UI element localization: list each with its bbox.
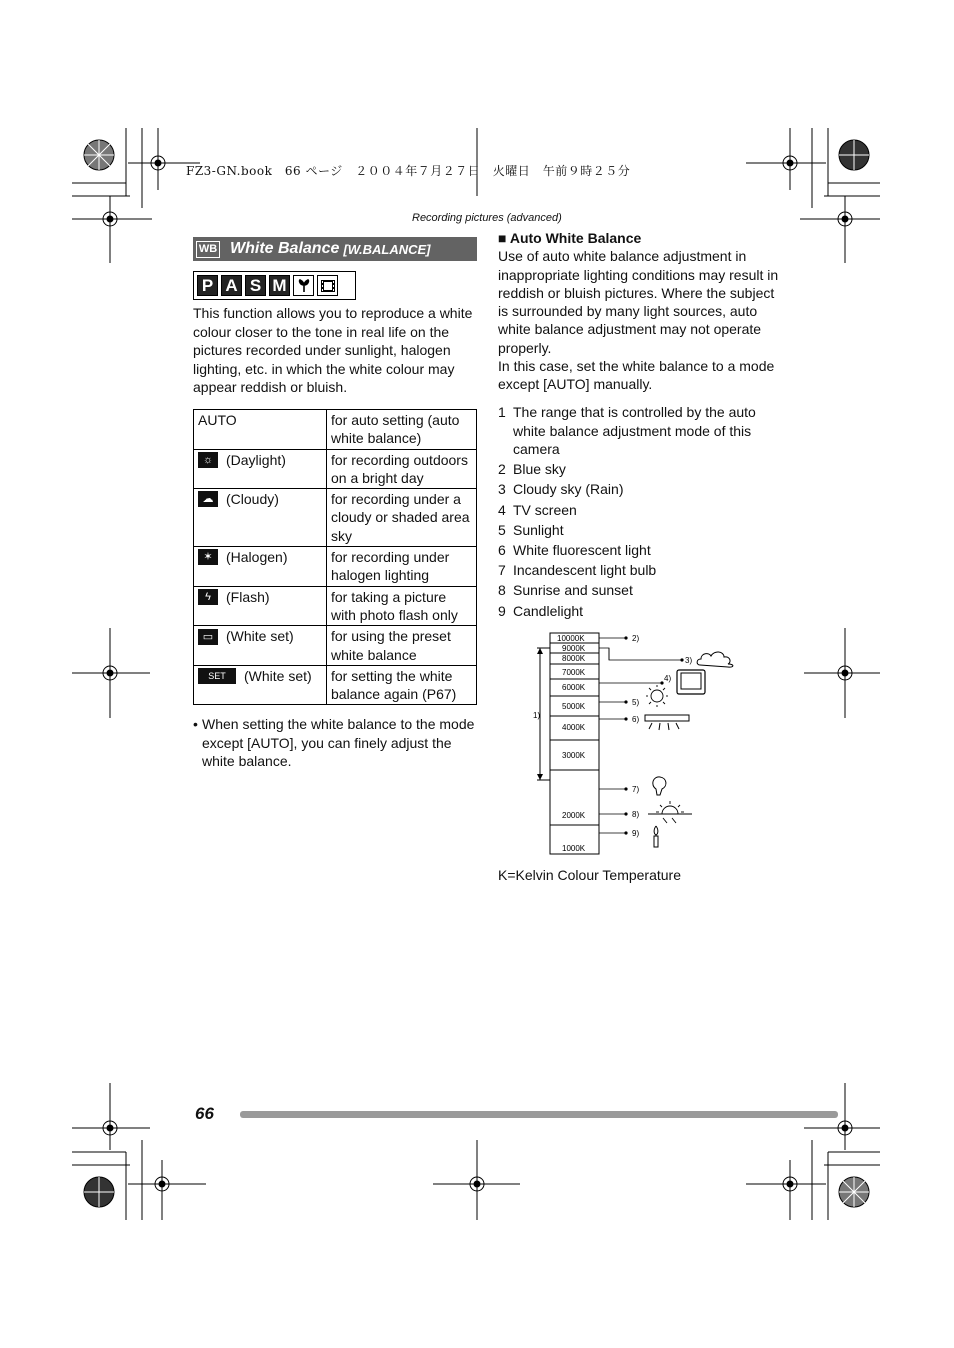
kelvin-label: 7000K <box>562 668 586 677</box>
macro-mode-icon <box>293 275 314 296</box>
book-header: FZ3-GN.book 66 ページ ２００４年７月２７日 火曜日 午前９時２５分 <box>186 164 631 178</box>
table-row <box>194 665 477 705</box>
callout-4: 4) <box>664 674 672 683</box>
list-item: 8 Sunrise and sunset <box>498 582 633 599</box>
setting-description: for using the preset white balance <box>327 626 477 666</box>
table-row <box>194 547 477 587</box>
white-balance-icon: WB <box>196 241 220 258</box>
auto-wb-paragraph: In this case, set the white balance to a mode except [AUTO] manually. <box>498 358 775 393</box>
note <box>193 715 478 771</box>
list-item: 1 The range that is controlled by the auto white balance adjustment mode of this camera <box>498 404 756 457</box>
auto-wb-heading: ■ Auto White Balance <box>498 230 642 246</box>
section-title: White Balance <box>230 240 340 257</box>
callout-8: 8) <box>632 810 640 819</box>
kelvin-label: 1000K <box>562 844 586 853</box>
sun-icon: ☼ <box>198 452 218 468</box>
table-row <box>194 410 477 450</box>
cloud-icon: ☁ <box>198 491 218 507</box>
setting-description: for recording under a cloudy or shaded area sky <box>327 489 477 547</box>
list-item: 7 Incandescent light bulb <box>498 562 657 579</box>
kelvin-label: 4000K <box>562 723 586 732</box>
kelvin-label: 3000K <box>562 751 586 760</box>
setting-label: (Cloudy) <box>226 491 279 508</box>
setting-description: for recording under halogen lighting <box>327 547 477 587</box>
sun-icon <box>646 685 668 707</box>
setting-label: (Flash) <box>226 588 270 605</box>
setting-description: for taking a picture with photo flash only <box>327 586 477 626</box>
list-item: 5 Sunlight <box>498 521 564 538</box>
square-bullet-icon: ■ <box>498 230 510 246</box>
table-row <box>194 489 477 547</box>
note-text: When setting the white balance to the mode except [AUTO], you can finely adjust the white balance. <box>202 716 475 769</box>
table-row <box>194 626 477 666</box>
setting-label: (Halogen) <box>226 549 288 566</box>
list-item: 4 TV screen <box>498 501 577 518</box>
page-number: 66 <box>195 1104 214 1123</box>
mode-s-icon: S <box>245 275 266 296</box>
list-item: 9 Candlelight <box>498 602 584 619</box>
setting-label: (White set) <box>226 628 294 645</box>
section-title-bar <box>193 237 477 261</box>
kelvin-label: 6000K <box>562 683 586 692</box>
fluorescent-light-icon <box>645 715 689 730</box>
halogen-icon: ✶ <box>198 549 218 565</box>
candle-icon <box>654 826 658 847</box>
kelvin-diagram <box>520 628 760 860</box>
white-set-icon: ▭ <box>198 629 218 645</box>
bullet: • <box>193 716 198 732</box>
tv-icon <box>677 670 705 694</box>
setting-description: for setting the white balance again (P67) <box>327 665 477 705</box>
flash-icon: ϟ <box>198 589 218 605</box>
mode-a-icon: A <box>221 275 242 296</box>
table-row <box>194 449 477 489</box>
table-row <box>194 586 477 626</box>
mode-p-icon: P <box>197 275 218 296</box>
setting-description: for auto setting (auto white balance) <box>327 410 477 450</box>
cloud-icon <box>697 652 733 667</box>
auto-white-balance-section <box>498 229 780 394</box>
setting-description: for recording outdoors on a bright day <box>327 449 477 489</box>
kelvin-scale <box>550 633 599 854</box>
callout-1: 1) <box>533 711 541 720</box>
white-set-set-icon: SET <box>198 668 236 684</box>
callout-6: 6) <box>632 715 640 724</box>
setting-label: (White set) <box>244 667 312 684</box>
legend-list <box>498 403 780 622</box>
callout-9: 9) <box>632 829 640 838</box>
callout-7: 7) <box>632 785 640 794</box>
running-head: Recording pictures (advanced) <box>412 212 562 224</box>
callout-2: 2) <box>632 634 640 643</box>
callout-5: 5) <box>632 698 640 707</box>
kelvin-label: 5000K <box>562 702 586 711</box>
mode-m-icon: M <box>269 275 290 296</box>
movie-mode-icon <box>317 275 338 296</box>
page-footer-rule <box>240 1111 838 1118</box>
white-balance-table <box>193 409 477 705</box>
section-subtitle: [W.BALANCE] <box>343 241 431 257</box>
list-item: 6 White fluorescent light <box>498 541 651 558</box>
auto-wb-paragraph: Use of auto white balance adjustment in inappropriate lighting conditions may result in reddish or bluish pictures. Where the subject is surrounded by many light sources, auto white balance adjustment may not operate properly. <box>498 248 779 356</box>
kelvin-label: 2000K <box>562 811 586 820</box>
setting-label: (Daylight) <box>226 451 286 468</box>
kelvin-label: 8000K <box>562 654 586 663</box>
callout-3: 3) <box>685 656 693 665</box>
kelvin-caption: K=Kelvin Colour Temperature <box>498 867 682 883</box>
sunset-icon <box>648 801 692 823</box>
intro-paragraph: This function allows you to reproduce a white colour closer to the tone in real life on the pictures recorded under sunlight, halogen lighting, etc. in which the white colour may appear reddish or bluish. <box>193 305 473 395</box>
mode-icons <box>193 271 356 300</box>
kelvin-label: 9000K <box>562 644 586 653</box>
list-item: 2 Blue sky <box>498 461 566 478</box>
light-bulb-icon <box>653 777 666 795</box>
setting-label: AUTO <box>194 410 327 450</box>
kelvin-label: 10000K <box>557 634 585 643</box>
list-item: 3 Cloudy sky (Rain) <box>498 481 624 498</box>
